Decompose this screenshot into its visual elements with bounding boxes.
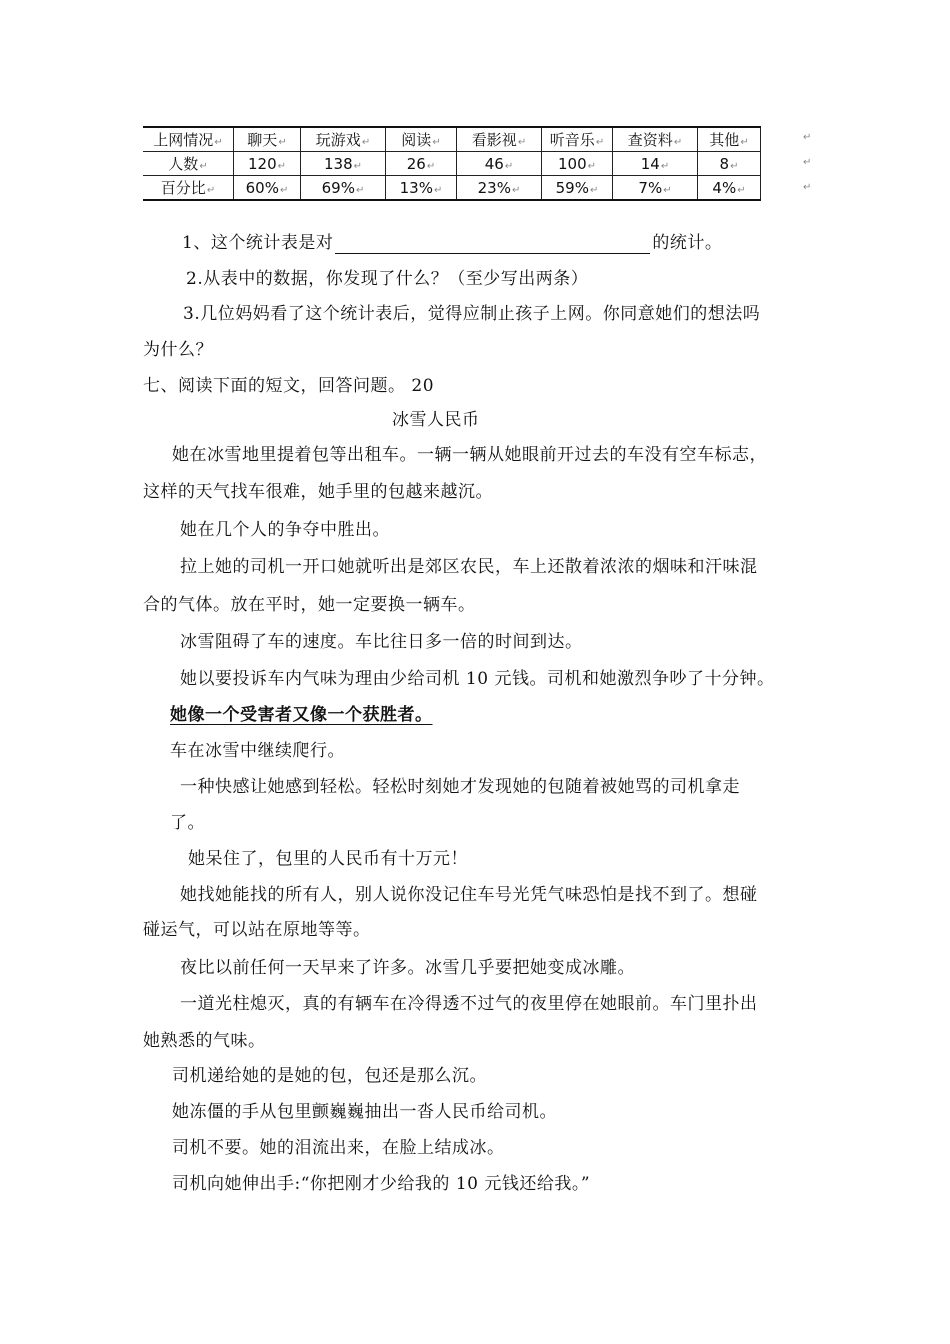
table-header-cell: 阅读↵ — [386, 127, 457, 152]
passage-line: 车在冰雪中继续爬行。 — [170, 741, 345, 761]
table-cell: 7%↵ — [613, 176, 698, 201]
passage-line: 司机向她伸出手:“你把刚才少给我的 10 元钱还给我。” — [172, 1174, 591, 1194]
table-row — [143, 176, 761, 201]
passage-line: 她熟悉的气味。 — [143, 1031, 266, 1051]
table-cell: 60%↵ — [234, 176, 301, 201]
question-1-suffix: 的统计。 — [652, 233, 723, 253]
passage-line: 她呆住了，包里的人民币有十万元！ — [188, 849, 468, 869]
table-header-cell: 查资料↵ — [613, 127, 698, 152]
table-header-row — [143, 127, 761, 152]
question-3-line-1: 3.几位妈妈看了这个统计表后，觉得应制止孩子上网。你同意她们的想法吗 — [183, 304, 761, 324]
table-cell: 138↵ — [301, 152, 386, 176]
question-1 — [182, 232, 722, 254]
passage-line: 合的气体。放在平时，她一定要换一辆车。 — [143, 595, 476, 615]
question-1-text: 1、这个统计表是对 — [182, 233, 334, 253]
passage-line: 她冻僵的手从包里颤巍巍抽出一沓人民币给司机。 — [172, 1102, 557, 1122]
passage-line: 一道光柱熄灭，真的有辆车在冷得透不过气的夜里停在她眼前。车门里扑出 — [180, 994, 758, 1014]
table-cell: 100↵ — [542, 152, 613, 176]
table-row — [143, 152, 761, 176]
passage-title: 冰雪人民币 — [392, 410, 480, 430]
table-cell: 59%↵ — [542, 176, 613, 201]
passage-line: 拉上她的司机一开口她就听出是郊区农民，车上还散着浓浓的烟味和汗味混 — [180, 557, 758, 577]
underlined-sentence: 她像一个受害者又像一个获胜者。 — [170, 705, 433, 725]
table-cell: 14↵ — [613, 152, 698, 176]
table-header-cell: 上网情况↵ — [143, 127, 234, 152]
passage-line: 司机不要。她的泪流出来，在脸上结成冰。 — [172, 1138, 505, 1158]
table-cell: 46↵ — [457, 152, 542, 176]
passage-line: 夜比以前任何一天早来了许多。冰雪几乎要把她变成冰雕。 — [180, 958, 635, 978]
table-cell: 4%↵ — [698, 176, 761, 201]
table-header-cell: 看影视↵ — [457, 127, 542, 152]
passage-line: 她在几个人的争夺中胜出。 — [180, 520, 390, 540]
section-heading: 七、阅读下面的短文，回答问题。 20 — [143, 376, 435, 396]
passage-line: 碰运气，可以站在原地等等。 — [143, 920, 371, 940]
passage-line: 一种快感让她感到轻松。轻松时刻她才发现她的包随着被她骂的司机拿走 — [180, 777, 740, 797]
row-end-mark: ↵ — [803, 182, 812, 193]
passage-line: 她以要投诉车内气味为理由少给司机 10 元钱。司机和她激烈争吵了十分钟。 — [180, 669, 775, 689]
table-cell: 百分比↵ — [143, 176, 234, 201]
table-header-cell: 其他↵ — [698, 127, 761, 152]
table-cell: 69%↵ — [301, 176, 386, 201]
table-cell: 120↵ — [234, 152, 301, 176]
table-header-cell: 聊天↵ — [234, 127, 301, 152]
row-end-mark: ↵ — [803, 132, 812, 143]
passage-line: 冰雪阻碍了车的速度。车比往日多一倍的时间到达。 — [180, 632, 583, 652]
table-cell: 23%↵ — [457, 176, 542, 201]
table-header-cell: 玩游戏↵ — [301, 127, 386, 152]
passage-line: 她找她能找的所有人，别人说你没记住车号光凭气味恐怕是找不到了。想碰 — [180, 885, 758, 905]
table-header-cell: 听音乐↵ — [542, 127, 613, 152]
question-2: 2.从表中的数据，你发现了什么？（至少写出两条） — [186, 269, 589, 289]
passage-line: 司机递给她的是她的包，包还是那么沉。 — [172, 1066, 487, 1086]
table-cell: 26↵ — [386, 152, 457, 176]
answer-blank — [335, 235, 650, 254]
table-cell: 13%↵ — [386, 176, 457, 201]
table-cell: 人数↵ — [143, 152, 234, 176]
internet-usage-table — [143, 126, 761, 201]
passage-line: 这样的天气找车很难，她手里的包越来越沉。 — [143, 482, 493, 502]
table-cell: 8↵ — [698, 152, 761, 176]
question-3-line-2: 为什么？ — [143, 340, 213, 360]
passage-line: 她在冰雪地里提着包等出租车。一辆一辆从她眼前开过去的车没有空车标志， — [172, 445, 767, 465]
passage-line: 了。 — [170, 813, 205, 833]
row-end-mark: ↵ — [803, 157, 812, 168]
